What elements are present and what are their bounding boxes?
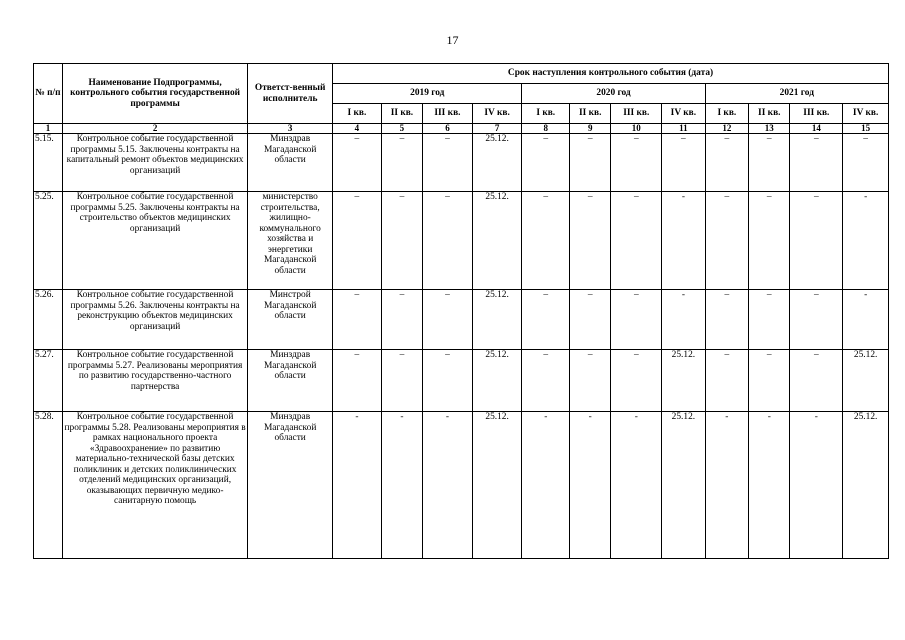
quarter-cell: 25.12.	[472, 350, 522, 412]
quarter-cell: –	[522, 134, 570, 192]
table-row	[34, 350, 889, 412]
quarter-cell: -	[522, 412, 570, 559]
event-name: Контрольное событие государственной программы 5.26. Заключены контракты на реконструкцию объектов медицинских организаций	[62, 290, 247, 350]
column-number: 4	[333, 124, 382, 134]
quarter-cell: –	[790, 350, 843, 412]
column-number: 2	[62, 124, 247, 134]
quarter-cell: –	[381, 350, 422, 412]
row-num: 5.27.	[34, 350, 63, 412]
column-number: 5	[381, 124, 422, 134]
quarter-cell: -	[662, 290, 705, 350]
quarter-cell: –	[570, 192, 611, 290]
quarter-cell: 25.12.	[843, 412, 889, 559]
responsible-executor: министерство строительства, жилищно-коммунального хозяйства и энергетики Магаданской области	[248, 192, 333, 290]
quarter-cell: -	[381, 412, 422, 559]
quarter-cell: –	[749, 192, 790, 290]
table-row	[34, 134, 889, 192]
quarter-cell: -	[333, 412, 382, 559]
quarter-cell: –	[611, 290, 662, 350]
quarter-cell: –	[381, 192, 422, 290]
quarter-cell: –	[790, 134, 843, 192]
column-number: 15	[843, 124, 889, 134]
column-number: 7	[472, 124, 522, 134]
header-quarter: III кв.	[423, 104, 473, 124]
quarter-cell: -	[570, 412, 611, 559]
quarter-cell: –	[611, 192, 662, 290]
quarter-cell: 25.12.	[472, 290, 522, 350]
column-number: 1	[34, 124, 63, 134]
header-quarter: III кв.	[611, 104, 662, 124]
header-quarter: III кв.	[790, 104, 843, 124]
quarter-cell: –	[522, 350, 570, 412]
quarter-cell: -	[611, 412, 662, 559]
quarter-cell: –	[705, 192, 748, 290]
quarter-cell: –	[843, 134, 889, 192]
header-quarter: II кв.	[570, 104, 611, 124]
quarter-cell: –	[705, 290, 748, 350]
quarter-cell: –	[333, 192, 382, 290]
responsible-executor: Минстрой Магаданской области	[248, 290, 333, 350]
quarter-cell: 25.12.	[472, 192, 522, 290]
header-quarter: I кв.	[522, 104, 570, 124]
responsible-executor: Минздрав Магаданской области	[248, 412, 333, 559]
quarter-cell: –	[790, 192, 843, 290]
quarter-cell: –	[749, 290, 790, 350]
quarter-cell: -	[843, 290, 889, 350]
event-name: Контрольное событие государственной программы 5.25. Заключены контракты на строительство объектов медицинских организаций	[62, 192, 247, 290]
event-name: Контрольное событие государственной программы 5.28. Реализованы мероприятия в рамках национального проекта «Здравоохранение» по развитию материально-технической базы детских поликлиник и детских поликлинических отделений медицинских организаций, оказывающих первичную медико-санитарную помощь	[62, 412, 247, 559]
event-name: Контрольное событие государственной программы 5.27. Реализованы мероприятия по развитию государственно-частного партнерства	[62, 350, 247, 412]
page-number: 17	[446, 33, 459, 47]
quarter-cell: –	[333, 290, 382, 350]
header-year-2020: 2020 год	[522, 84, 705, 104]
quarter-cell: -	[423, 412, 473, 559]
quarter-cell: –	[423, 350, 473, 412]
table-row	[34, 192, 889, 290]
quarter-cell: -	[790, 412, 843, 559]
header-num: № п/п	[34, 64, 63, 124]
quarter-cell: –	[749, 350, 790, 412]
quarter-cell: –	[333, 134, 382, 192]
row-num: 5.28.	[34, 412, 63, 559]
quarter-cell: –	[790, 290, 843, 350]
quarter-cell: –	[705, 350, 748, 412]
quarter-cell: –	[611, 134, 662, 192]
header-quarter: II кв.	[749, 104, 790, 124]
header-quarter: I кв.	[705, 104, 748, 124]
quarter-cell: –	[423, 192, 473, 290]
responsible-executor: Минздрав Магаданской области	[248, 134, 333, 192]
quarter-cell: –	[611, 350, 662, 412]
column-number: 12	[705, 124, 748, 134]
column-number: 11	[662, 124, 705, 134]
quarter-cell: –	[423, 290, 473, 350]
quarter-cell: –	[423, 134, 473, 192]
quarter-cell: 25.12.	[843, 350, 889, 412]
quarter-cell: –	[522, 290, 570, 350]
quarter-cell: –	[705, 134, 748, 192]
table-row	[34, 290, 889, 350]
quarter-cell: 25.12.	[662, 412, 705, 559]
quarter-cell: -	[662, 192, 705, 290]
column-number: 10	[611, 124, 662, 134]
quarter-cell: -	[843, 192, 889, 290]
row-num: 5.15.	[34, 134, 63, 192]
header-quarter: IV кв.	[662, 104, 705, 124]
header-quarter: II кв.	[381, 104, 422, 124]
quarter-cell: 25.12.	[472, 134, 522, 192]
quarter-cell: –	[570, 290, 611, 350]
quarter-cell: –	[662, 134, 705, 192]
header-quarter: IV кв.	[472, 104, 522, 124]
quarter-cell: –	[333, 350, 382, 412]
header-responsible: Ответст-венный исполнитель	[248, 64, 333, 124]
quarter-cell: -	[749, 412, 790, 559]
quarter-cell: 25.12.	[472, 412, 522, 559]
column-number: 8	[522, 124, 570, 134]
quarter-cell: –	[749, 134, 790, 192]
row-num: 5.26.	[34, 290, 63, 350]
header-year-2019: 2019 год	[333, 84, 522, 104]
quarter-cell: –	[381, 290, 422, 350]
header-name: Наименование Подпрограммы, контрольного события государственной программы	[62, 64, 247, 124]
row-num: 5.25.	[34, 192, 63, 290]
table-row	[34, 412, 889, 559]
header-quarter: IV кв.	[843, 104, 889, 124]
header-deadline: Срок наступления контрольного события (дата)	[333, 64, 889, 84]
column-number: 3	[248, 124, 333, 134]
responsible-executor: Минздрав Магаданской области	[248, 350, 333, 412]
column-number: 9	[570, 124, 611, 134]
event-name: Контрольное событие государственной программы 5.15. Заключены контракты на капитальный ремонт объектов медицинских организаций	[62, 134, 247, 192]
quarter-cell: –	[522, 192, 570, 290]
quarter-cell: –	[570, 134, 611, 192]
quarter-cell: –	[381, 134, 422, 192]
quarter-cell: –	[570, 350, 611, 412]
header-quarter: I кв.	[333, 104, 382, 124]
control-events-table	[33, 63, 889, 559]
quarter-cell: 25.12.	[662, 350, 705, 412]
column-number: 14	[790, 124, 843, 134]
header-year-2021: 2021 год	[705, 84, 888, 104]
quarter-cell: -	[705, 412, 748, 559]
column-number: 13	[749, 124, 790, 134]
column-number: 6	[423, 124, 473, 134]
